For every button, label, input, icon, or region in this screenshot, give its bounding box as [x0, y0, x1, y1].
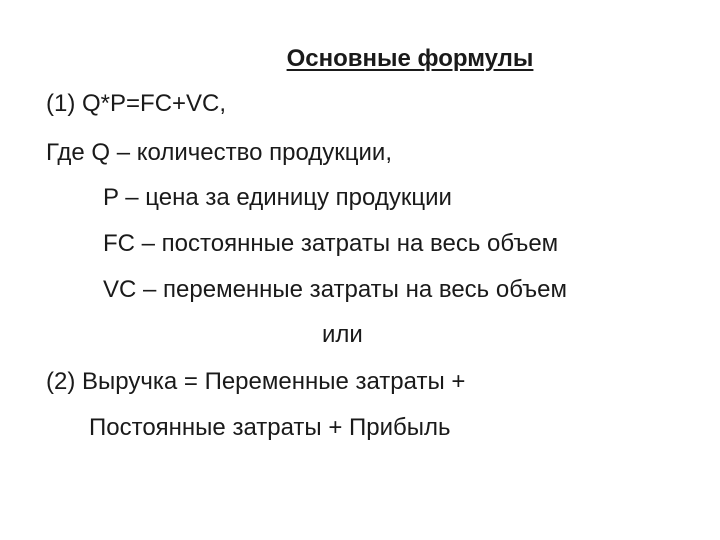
definition-fc: FC – постоянные затраты на весь объем [103, 230, 559, 257]
or-separator: или [322, 321, 363, 348]
definition-q: Где Q – количество продукции, [46, 139, 392, 166]
formula-1: (1) Q*P=FC+VC, [46, 90, 227, 117]
slide-title: Основные формулы [286, 45, 534, 72]
formula-2-continuation: Постоянные затраты + Прибыль [89, 414, 451, 441]
definition-vc: VC – переменные затраты на весь объем [103, 276, 567, 303]
definition-p: P – цена за единицу продукции [103, 184, 452, 211]
formula-2: (2) Выручка = Переменные затраты + [46, 368, 466, 395]
